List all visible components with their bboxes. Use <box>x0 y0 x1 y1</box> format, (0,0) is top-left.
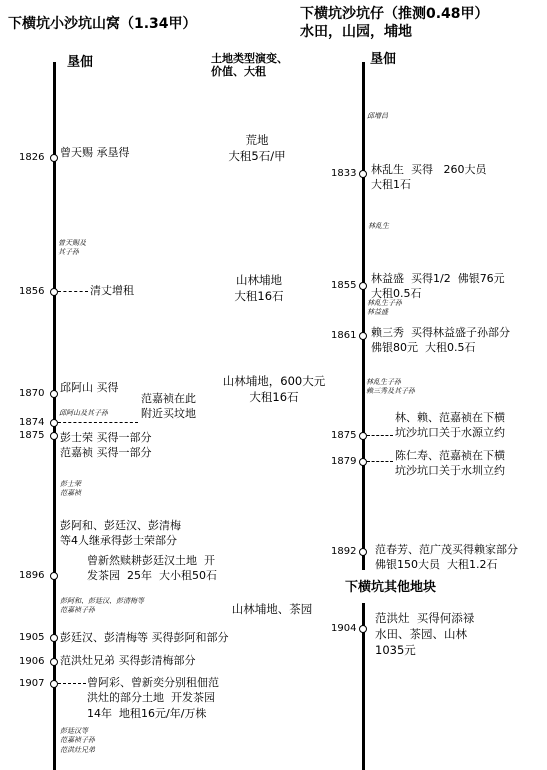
dashed-connector <box>58 422 138 423</box>
event-year: 1861 <box>331 330 357 341</box>
owner-label: 彭阿和、彭廷汉、彭清梅等 范嘉祯子孙 <box>60 597 144 615</box>
land-category: 山林埔地、茶园 <box>231 602 313 616</box>
owner-label: 邱增昌 <box>367 112 388 120</box>
left-title: 下横坑小沙坑山窝（1.34甲） <box>8 16 197 32</box>
side-note: 彭阿和、彭廷汉、彭清梅 等4人继承得彭士荣部分 <box>60 519 181 548</box>
owner-label: 彭廷汉等 范嘉祯子孙 范洪灶兄弟 <box>60 727 95 754</box>
owner-label: 曾天赐及 其子孙 <box>58 239 86 257</box>
dashed-connector <box>58 291 88 292</box>
event-year: 1904 <box>331 623 357 634</box>
other-plots-title: 下横坑其他地块 <box>345 580 437 595</box>
event-year: 1896 <box>19 570 45 581</box>
event-text: 范洪灶 买得何添禄 水田、茶园、山林 1035元 <box>375 611 475 658</box>
land-category: 荒地 大租5石/甲 <box>228 133 286 163</box>
event-text: 范洪灶兄弟 买得彭清梅部分 <box>60 654 196 667</box>
event-text: 陈仁寿、范嘉祯在下横 坑沙坑口关于水圳立约 <box>395 449 505 478</box>
owner-label: 邱阿山及其子孙 <box>59 409 108 417</box>
timeline-node <box>359 548 367 556</box>
dashed-connector <box>367 461 393 462</box>
timeline-node <box>359 625 367 633</box>
event-text: 范春芳、范广茂买得赖家部分 佛银150大员 大租1.2石 <box>375 543 518 572</box>
right-column-label: 垦佃 <box>370 52 397 67</box>
event-text: 林、赖、范嘉祯在下横 坑沙坑口关于水源立约 <box>395 411 505 440</box>
timeline-node <box>50 288 58 296</box>
event-year: 1826 <box>19 152 45 163</box>
event-year: 1875 <box>331 430 357 441</box>
dashed-connector <box>367 435 393 436</box>
event-year: 1892 <box>331 546 357 557</box>
event-text: 林益盛 买得1/2 佛银76元 大租0.5石 <box>371 272 505 301</box>
owner-label: 林乱生 <box>368 222 389 230</box>
timeline-node <box>50 432 58 440</box>
event-year: 1833 <box>331 168 357 179</box>
timeline-node <box>359 332 367 340</box>
event-year: 1907 <box>19 678 45 689</box>
event-year: 1855 <box>331 280 357 291</box>
timeline-node <box>50 634 58 642</box>
land-category: 山林埔地，600大元 大租16石 <box>222 374 326 404</box>
right-timeline-axis <box>362 62 365 570</box>
timeline-node <box>359 432 367 440</box>
owner-label: 彭士荣 范嘉祯 <box>60 480 81 498</box>
right-subtitle: 水田，山园，埔地 <box>300 24 412 40</box>
left-column-label: 垦佃 <box>67 55 94 70</box>
timeline-node <box>50 572 58 580</box>
left-category-header: 土地类型演变、 价值、大租 <box>211 52 288 79</box>
event-text: 邱阿山 买得 <box>60 381 119 394</box>
timeline-node <box>359 458 367 466</box>
event-year: 1906 <box>19 656 45 667</box>
timeline-node <box>50 680 58 688</box>
event-text: 曾天赐 承垦得 <box>60 146 130 159</box>
event-year: 1870 <box>19 388 45 399</box>
event-text: 曾阿彩、曾新奕分别租佃范 洪灶的部分土地 开发茶园 14年 地租16元/年/万株 <box>87 676 219 720</box>
event-year: 1905 <box>19 632 45 643</box>
timeline-node <box>50 390 58 398</box>
event-text: 曾新然赎耕彭廷汉土地 开 发茶园 25年 大小租50石 <box>87 554 217 583</box>
land-category: 山林埔地 大租16石 <box>234 273 284 303</box>
timeline-node <box>50 658 58 666</box>
event-text: 彭士荣 买得一部分 范嘉祯 买得一部分 <box>60 431 152 460</box>
timeline-node <box>50 154 58 162</box>
side-note: 范嘉祯在此 附近买坟地 <box>141 392 196 421</box>
timeline-node <box>50 419 58 427</box>
event-year: 1856 <box>19 286 45 297</box>
event-text: 彭廷汉、彭清梅等 买得彭阿和部分 <box>60 631 229 644</box>
event-text: 赖三秀 买得林益盛子孙部分 佛银80元 大租0.5石 <box>371 326 510 355</box>
right-title: 下横坑沙坑仔（推测0.48甲） <box>300 6 489 22</box>
event-year: 1879 <box>331 456 357 467</box>
timeline-node <box>359 282 367 290</box>
owner-label: 林乱生子孙 赖三秀及其子孙 <box>366 378 415 396</box>
event-text: 林乱生 买得 260大员 大租1石 <box>371 163 487 192</box>
timeline-node <box>359 170 367 178</box>
event-year: 1874 <box>19 417 45 428</box>
event-year: 1875 <box>19 430 45 441</box>
event-text: 清丈增租 <box>90 284 134 297</box>
dashed-connector <box>58 683 86 684</box>
owner-label: 林乱生子孙 林益盛 <box>367 299 402 317</box>
